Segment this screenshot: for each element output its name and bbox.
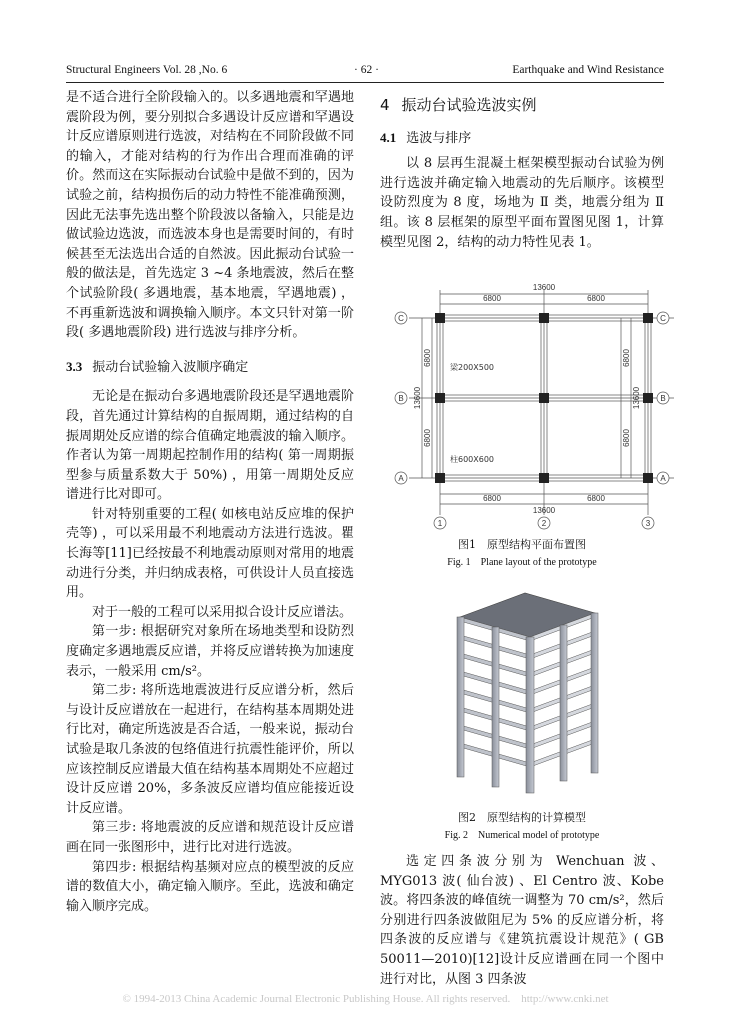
dim-bay-right: 6800 [622, 349, 631, 367]
dim-bay-left: 6800 [423, 429, 432, 447]
fig1-caption-cn: 图1 原型结构平面布置图 [458, 538, 586, 551]
frame-model-figure [440, 585, 610, 795]
axis-label-b: B [660, 394, 666, 403]
dim-bay-bottom: 6800 [587, 494, 605, 503]
dim-bay-top: 6800 [483, 294, 501, 303]
header-rule [66, 82, 664, 83]
plan-layout-figure [384, 280, 674, 530]
dim-bay-bottom: 6800 [483, 494, 501, 503]
paragraph: 第二步: 将所选地震波进行反应谱分析，然后与设计反应谱放在一起进行，在结构基本周期处进行比对，确定所选波是否合适，一般来说，振动台试验是取几条波的包络值进行抗震性能评价，所以应该控制反应谱最大值在结构基本周期处不应超过设计反应谱 20%，多条波反应谱均值应能接近设计反应谱。 [66, 683, 354, 816]
axis-label-b: B [398, 394, 404, 403]
paragraph: 第三步: 将地震波的反应谱和规范设计反应谱画在同一张图形中，进行比对进行选波。 [66, 820, 354, 855]
paragraph: 是不适合进行全阶段输入的。以多遇地震和罕遇地震阶段为例，要分别拟合多遇设计反应谱和罕遇设计反应谱原则进行选波，对结构在不同阶段做不同的输入，才能对结构的行为作出合理而准确的评价。然而这在实际振动台试验中是做不到的，因为试验之前，结构损伤后的动力特性不能准确预测，因此无法事先选出整个阶段波以备输入，只能是边做试验边选波，而选波本身也是需要时间的，有时候甚至无法选出合适的自然波。因此振动台试验一般的做法是，首先选定 3 ~4 条地震波，然后在整个试验阶段( 多遇地震，基本地震，罕遇地震) ，不再重新选波和调换输入顺序。本文只针对第一阶段( 多遇地震阶段) 进行选波与排序分析。 [66, 90, 354, 341]
dim-bay-right: 6800 [622, 429, 631, 447]
paragraph: 第四步: 根据结构基频对应点的模型波的反应谱的数值大小，确定输入顺序。至此，选波和确定输入顺序完成。 [66, 859, 354, 914]
dim-total-bottom: 13600 [532, 506, 556, 515]
axis-label-1: 1 [437, 519, 443, 528]
paragraph: 对于一般的工程可以采用拟合设计反应谱法。 [92, 604, 353, 620]
paragraph: 针对特别重要的工程( 如核电站反应堆的保护壳等) ，可以采用最不利地震动方法进行选波。瞿长海等[11]已经按最不利地震动原则对常用的地震动进行分类，并归纳成表格，可供设计人员直接选用。 [66, 506, 354, 601]
dim-total-top: 13600 [532, 283, 556, 292]
page-number: · 62 · [354, 64, 379, 76]
section-header: Earthquake and Wind Resistance [512, 64, 664, 76]
section-heading-4-1: 4.1 选波与排序 [380, 129, 472, 146]
journal-header: Structural Engineers Vol. 28 ,No. 6 [66, 64, 228, 76]
paragraph: 以 8 层再生混凝土框架模型振动台试验为例进行选波并确定输入地震动的先后顺序。该模型设防烈度为 8 度，场地为 Ⅱ 类，地震分组为 Ⅱ 组。该 8 层框架的原型平面布置图见图 1，计算模型见图 2，结构的动力特性见表 1。 [380, 156, 664, 250]
beam-label: 梁200X500 [450, 363, 495, 372]
fig1-caption-en: Fig. 1 Plane layout of the prototype [447, 557, 597, 568]
left-column [66, 88, 354, 916]
axis-label-a: A [398, 474, 404, 483]
copyright-footer: © 1994-2013 China Academic Journal Electronic Publishing House. All rights reserved. http://www.cnki.net [122, 993, 609, 1005]
axis-label-3: 3 [645, 519, 651, 528]
dim-total-right: 13600 [632, 386, 641, 410]
paragraph: 无论是在振动台多遇地震阶段还是罕遇地震阶段，首先通过计算结构的自振周期，通过结构的自振周期处反应谱的综合值确定地震波的输入顺序。作者认为第一周期起控制作用的结构( 第一周期振型参与质量系数大于 50%) ，用第一周期处反应谱进行比对即可。 [66, 389, 354, 503]
axis-label-c: C [398, 314, 404, 323]
column-label: 柱600X600 [450, 455, 495, 464]
axis-label-c: C [660, 314, 666, 323]
fig2-caption-en: Fig. 2 Numerical model of prototype [444, 830, 600, 841]
dim-bay-top: 6800 [587, 294, 605, 303]
fig2-caption-cn: 图2 原型结构的计算模型 [458, 811, 586, 824]
section-heading-3-3: 3.3 振动台试验输入波顺序确定 [66, 358, 249, 375]
paragraph: 第一步: 根据研究对象所在场地类型和设防烈度确定多遇地震反应谱，并将反应谱转换为加速度表示，一般采用 cm/s²。 [66, 624, 354, 679]
dim-bay-left: 6800 [423, 349, 432, 367]
section-heading-4: 4 振动台试验选波实例 [380, 96, 537, 114]
dim-total-left: 13600 [413, 386, 422, 410]
floor-slabs [460, 593, 595, 637]
right-column-top [380, 96, 664, 252]
axis-label-a: A [660, 474, 666, 483]
paragraph: 选定四条波分别为 Wenchuan 波、MYG013 波( 仙台波) 、El Centro 波、Kobe 波。将四条波的峰值统一调整为 70 cm/s²，然后分别进行四条波做阻尼为 5% 的反应谱分析，将四条波的反应谱与《建筑抗震设计规范》( GB 50011—2010)[12]设计反应谱画在同一个图中进行对比，从图 3 四条波 [380, 854, 664, 987]
axis-label-2: 2 [541, 519, 547, 528]
right-column-bottom [380, 852, 664, 989]
